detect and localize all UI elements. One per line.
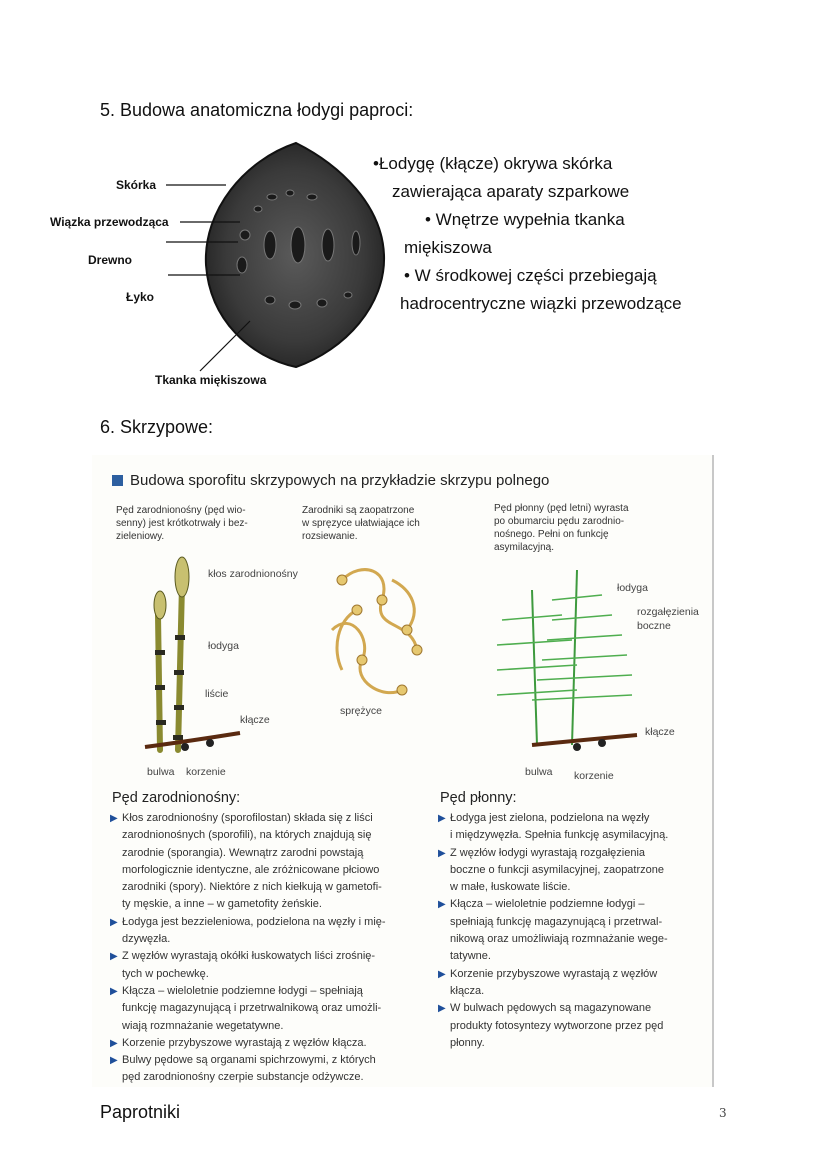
left-line: ▶ Kłos zarodnionośny (sporofilostan) składa się z liści: [110, 810, 428, 827]
label-sprezyce: sprężyce: [340, 705, 383, 717]
right-line: ▶ Łodyga jest zielona, podzielona na węzły: [438, 810, 706, 827]
right-line: kłącza.: [450, 984, 485, 997]
label-klos: kłos zarodnionośny: [208, 568, 298, 580]
left-line: ▶ Łodyga jest bezzieleniowa, podzielona na węzły i mię-: [110, 914, 428, 931]
right-line: i międzywęzła. Spełnia funkcję asymilacyjną.: [450, 829, 669, 842]
bullet-triangle-icon: ▶: [110, 951, 118, 963]
spores-elaters-illustration: [322, 560, 432, 710]
left-line: pęd zarodnionośny czerpie substancje odżywcze.: [122, 1071, 364, 1084]
right-line: produkty fotosyntezy wytworzone przez pęd: [450, 1019, 664, 1032]
bullet-triangle-icon: ▶: [438, 1003, 446, 1015]
left-line: ▶ Kłącza – wieloletnie podziemne łodygi – spełniają: [110, 983, 428, 1000]
right-line: spełniają funkcję magazynującą i przetrwal-: [450, 915, 663, 928]
right-line: płonny.: [450, 1036, 485, 1049]
left-line: tych w pochewkę.: [122, 967, 209, 980]
section-6-title: 6. Skrzypowe:: [100, 417, 214, 437]
right-line: ▶ W bulwach pędowych są magazynowane: [438, 1000, 706, 1017]
bullet-triangle-icon: ▶: [110, 1037, 118, 1049]
scan-edge-divider: [712, 455, 714, 1087]
label-lyko: Łyko: [126, 290, 155, 304]
bullet-line-3: • Wnętrze wypełnia tkanka: [425, 210, 625, 229]
left-line: dzywęzła.: [122, 933, 171, 946]
caption-right: Pęd płonny (pęd letni) wyrasta po obumarciu pędu zarodnio- nośnego. Pełni on funkcję asymilacyjną.: [494, 503, 629, 553]
left-line: zarodnie (sporangia). Wewnątrz zarodni powstają: [122, 846, 364, 859]
right-line: ▶ Z węzłów łodygi wyrastają rozgałęzienia: [438, 845, 706, 862]
label-bulwa: bulwa: [147, 766, 175, 778]
label-drewno: Drewno: [88, 253, 133, 267]
label-rozgal-1: rozgałęzienia: [637, 606, 699, 618]
label-klacze-2: kłącze: [645, 726, 675, 738]
right-line: tatywne.: [450, 950, 491, 963]
bullet-line-5: • W środkowej części przebiegają: [404, 266, 657, 285]
left-line: zarodnionośnych (sporofili), na których znajdują się: [122, 829, 372, 842]
bullet-line-1: •Łodygę (kłącze) okrywa skórka: [373, 154, 613, 173]
left-line: funkcję magazynującą i przetrwalnikową oraz umożli-: [122, 1002, 382, 1015]
bullet-line-6: hadrocentryczne wiązki przewodzące: [400, 294, 682, 313]
left-line: wiają rozmnażanie wegetatywne.: [122, 1019, 284, 1032]
left-line: ▶ Korzenie przybyszowe wyrastają z węzłów kłącza.: [110, 1035, 428, 1052]
label-lodyga-2: łodyga: [617, 582, 648, 594]
label-liscie: liście: [205, 688, 229, 700]
right-heading: Pęd płonny:: [440, 790, 517, 806]
footer-title: Paprotniki: [100, 1102, 181, 1122]
bullet-triangle-icon: ▶: [110, 916, 118, 928]
label-klacze: kłącze: [240, 714, 270, 726]
fern-stem-cross-section: [0, 135, 400, 395]
label-bulwa-2: bulwa: [525, 766, 553, 778]
right-line: ▶ Korzenie przybyszowe wyrastają z węzłów: [438, 966, 706, 983]
caption-left: Pęd zarodnionośny (pęd wio- senny) jest krótkotrwały i bez- zieleniowy.: [116, 505, 248, 542]
label-wiazka: Wiązka przewodząca: [50, 215, 169, 229]
label-rozgal-2: boczne: [637, 620, 671, 632]
right-line: ▶ Kłącza – wieloletnie podziemne łodygi –: [438, 896, 706, 913]
bullet-triangle-icon: ▶: [110, 1055, 118, 1067]
left-line: ▶ Bulwy pędowe są organami spichrzowymi, z których: [110, 1052, 428, 1069]
right-line: w małe, łuskowate liście.: [450, 881, 571, 894]
left-line: zarodniki (spory). Niektóre z nich kiełkują w gametofi-: [122, 881, 382, 894]
bullet-triangle-icon: ▶: [438, 847, 446, 859]
left-heading: Pęd zarodnionośny:: [112, 790, 241, 806]
box-title: Budowa sporofitu skrzypowych na przykładzie skrzypu polnego: [130, 472, 550, 489]
section-5-title: 5. Budowa anatomiczna łodygi paproci:: [100, 100, 414, 120]
right-line: nikową oraz umożliwiają rozmnażanie wege-: [450, 933, 668, 946]
label-korzenie: korzenie: [186, 766, 226, 778]
right-line: boczne o funkcji asymilacyjnej, zaopatrzone: [450, 863, 665, 876]
bullet-line-4: miękiszowa: [404, 238, 492, 257]
bullet-triangle-icon: ▶: [110, 813, 118, 824]
label-skorka: Skórka: [116, 178, 157, 192]
left-line: ▶ Z węzłów wyrastają okółki łuskowatych liści zrośnię-: [110, 948, 428, 965]
bullet-line-2: zawierająca aparaty szparkowe: [392, 182, 630, 201]
label-korzenie-2: korzenie: [574, 770, 614, 782]
fertile-shoot-illustration: [140, 555, 250, 765]
box-title-marker: [112, 475, 123, 486]
bullet-triangle-icon: ▶: [438, 899, 446, 911]
left-line: morfologicznie identyczne, ale zróżnicowane płciowo: [122, 863, 380, 876]
caption-middle: Zarodniki są zaopatrzone w spręzyce ułatwiające ich rozsiewanie.: [302, 505, 420, 542]
left-column-text: [110, 810, 428, 1087]
label-lodyga: łodyga: [208, 640, 239, 652]
bullet-triangle-icon: ▶: [110, 985, 118, 997]
bullet-triangle-icon: ▶: [438, 968, 446, 980]
right-column-text: [438, 810, 706, 1052]
label-tkanka: Tkanka miękiszowa: [155, 373, 267, 387]
bullet-triangle-icon: ▶: [438, 813, 446, 824]
left-line: ty męskie, a inne – w gametofity żeńskie.: [122, 898, 322, 911]
page-number: 3: [719, 1106, 727, 1120]
